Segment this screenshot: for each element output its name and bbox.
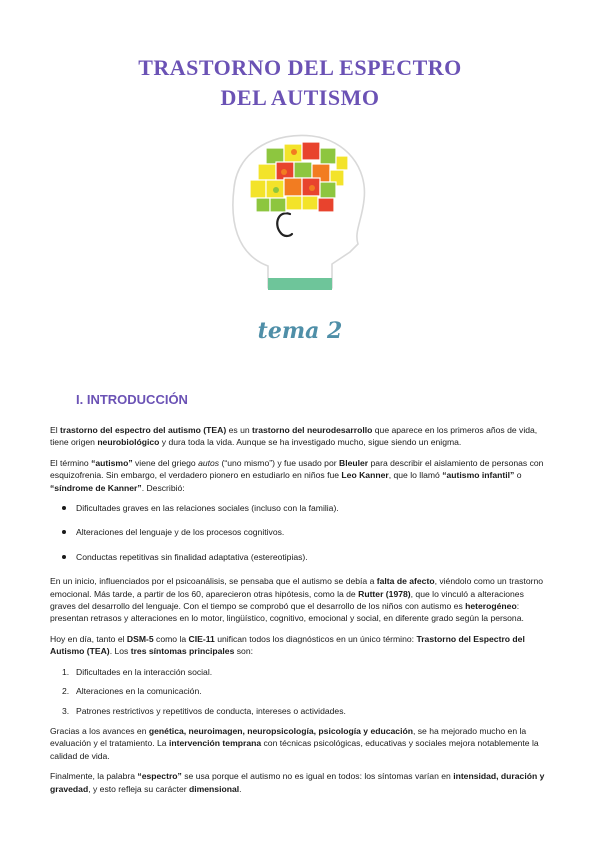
- paragraph-dsm5: Hoy en día, tanto el DSM-5 como la CIE-11 unifican todos los diagnósticos en un único término: Trastorno del Espectro del Autismo (TEA). Los tres síntomas principales son:: [50, 633, 525, 657]
- numbered-list-symptoms: [50, 666, 550, 717]
- list-item: Alteraciones del lenguaje y de los procesos cognitivos.: [50, 526, 550, 538]
- list-item: 2. Alteraciones en la comunicación.: [62, 686, 202, 697]
- document-body: [50, 424, 550, 803]
- paragraph-spectrum: Finalmente, la palabra “espectro” se usa porque el autismo no es igual en todos: los síntomas varían en intensidad, duración y gravedad, y esto refleja su carácter dimensional.: [50, 771, 545, 794]
- paragraph-definition: El trastorno del espectro del autismo (TEA) es un trastorno del neurodesarrollo que aparece en los primeros años de vida, tiene origen neurobiológico y dura toda la vida. Aunque se ha investigado mucho, sigue siendo un enigma.: [50, 425, 538, 448]
- subtitle-tema: tema 2: [257, 318, 343, 344]
- list-item: 3. Patrones restrictivos y repetitivos de conducta, intereses o actividades.: [62, 705, 346, 716]
- section-heading-introduccion: I. INTRODUCCIÓN: [76, 392, 188, 407]
- document-title-line-2: DEL AUTISMO: [220, 85, 380, 110]
- document-title-line-1: TRASTORNO DEL ESPECTRO: [138, 55, 462, 80]
- list-item: Dificultades graves en las relaciones sociales (incluso con la familia).: [50, 502, 550, 514]
- list-item: Conductas repetitivas sin finalidad adaptativa (estereotipias).: [50, 551, 550, 563]
- paragraph-advances: Gracias a los avances en genética, neuroimagen, neuropsicología, psicología y educación, se ha mejorado mucho en la evaluación y el tratamiento. La intervención temprana con técnicas psicológicas, educativas y sociales mejora notablemente la calidad de vida.: [50, 725, 539, 761]
- list-item: 1. Dificultades en la interacción social.: [62, 666, 213, 677]
- bullet-list-kanner: [50, 502, 550, 563]
- puzzle-head-icon: [228, 128, 372, 297]
- paragraph-psychoanalysis: En un inicio, influenciados por el psicoanálisis, se pensaba que el autismo se debía a falta de afecto, viéndolo como un trastorno emocional. Más tarde, a partir de los 60, aparecieron otras hipótesis, como la de Rutter (1978), que lo vinculó a alteraciones graves del desarrollo del lenguaje. Con el tiempo se comprobó que el desarrollo de los niños con autismo es heterogéneo: presentan retrasos y alteraciones en lo motor, lingüístico, cognitivo, emocional y social, en diferente grado según la persona.: [50, 576, 544, 624]
- paragraph-history: El término “autismo” viene del griego autos (“uno mismo”) y fue usado por Bleuler para describir el aislamiento de personas con esquizofrenia. Sin embargo, el verdadero pionero en estudiarlo en niños fue Leo Kanner, que lo llamó “autismo infantil” o “síndrome de Kanner”. Describió:: [50, 457, 544, 493]
